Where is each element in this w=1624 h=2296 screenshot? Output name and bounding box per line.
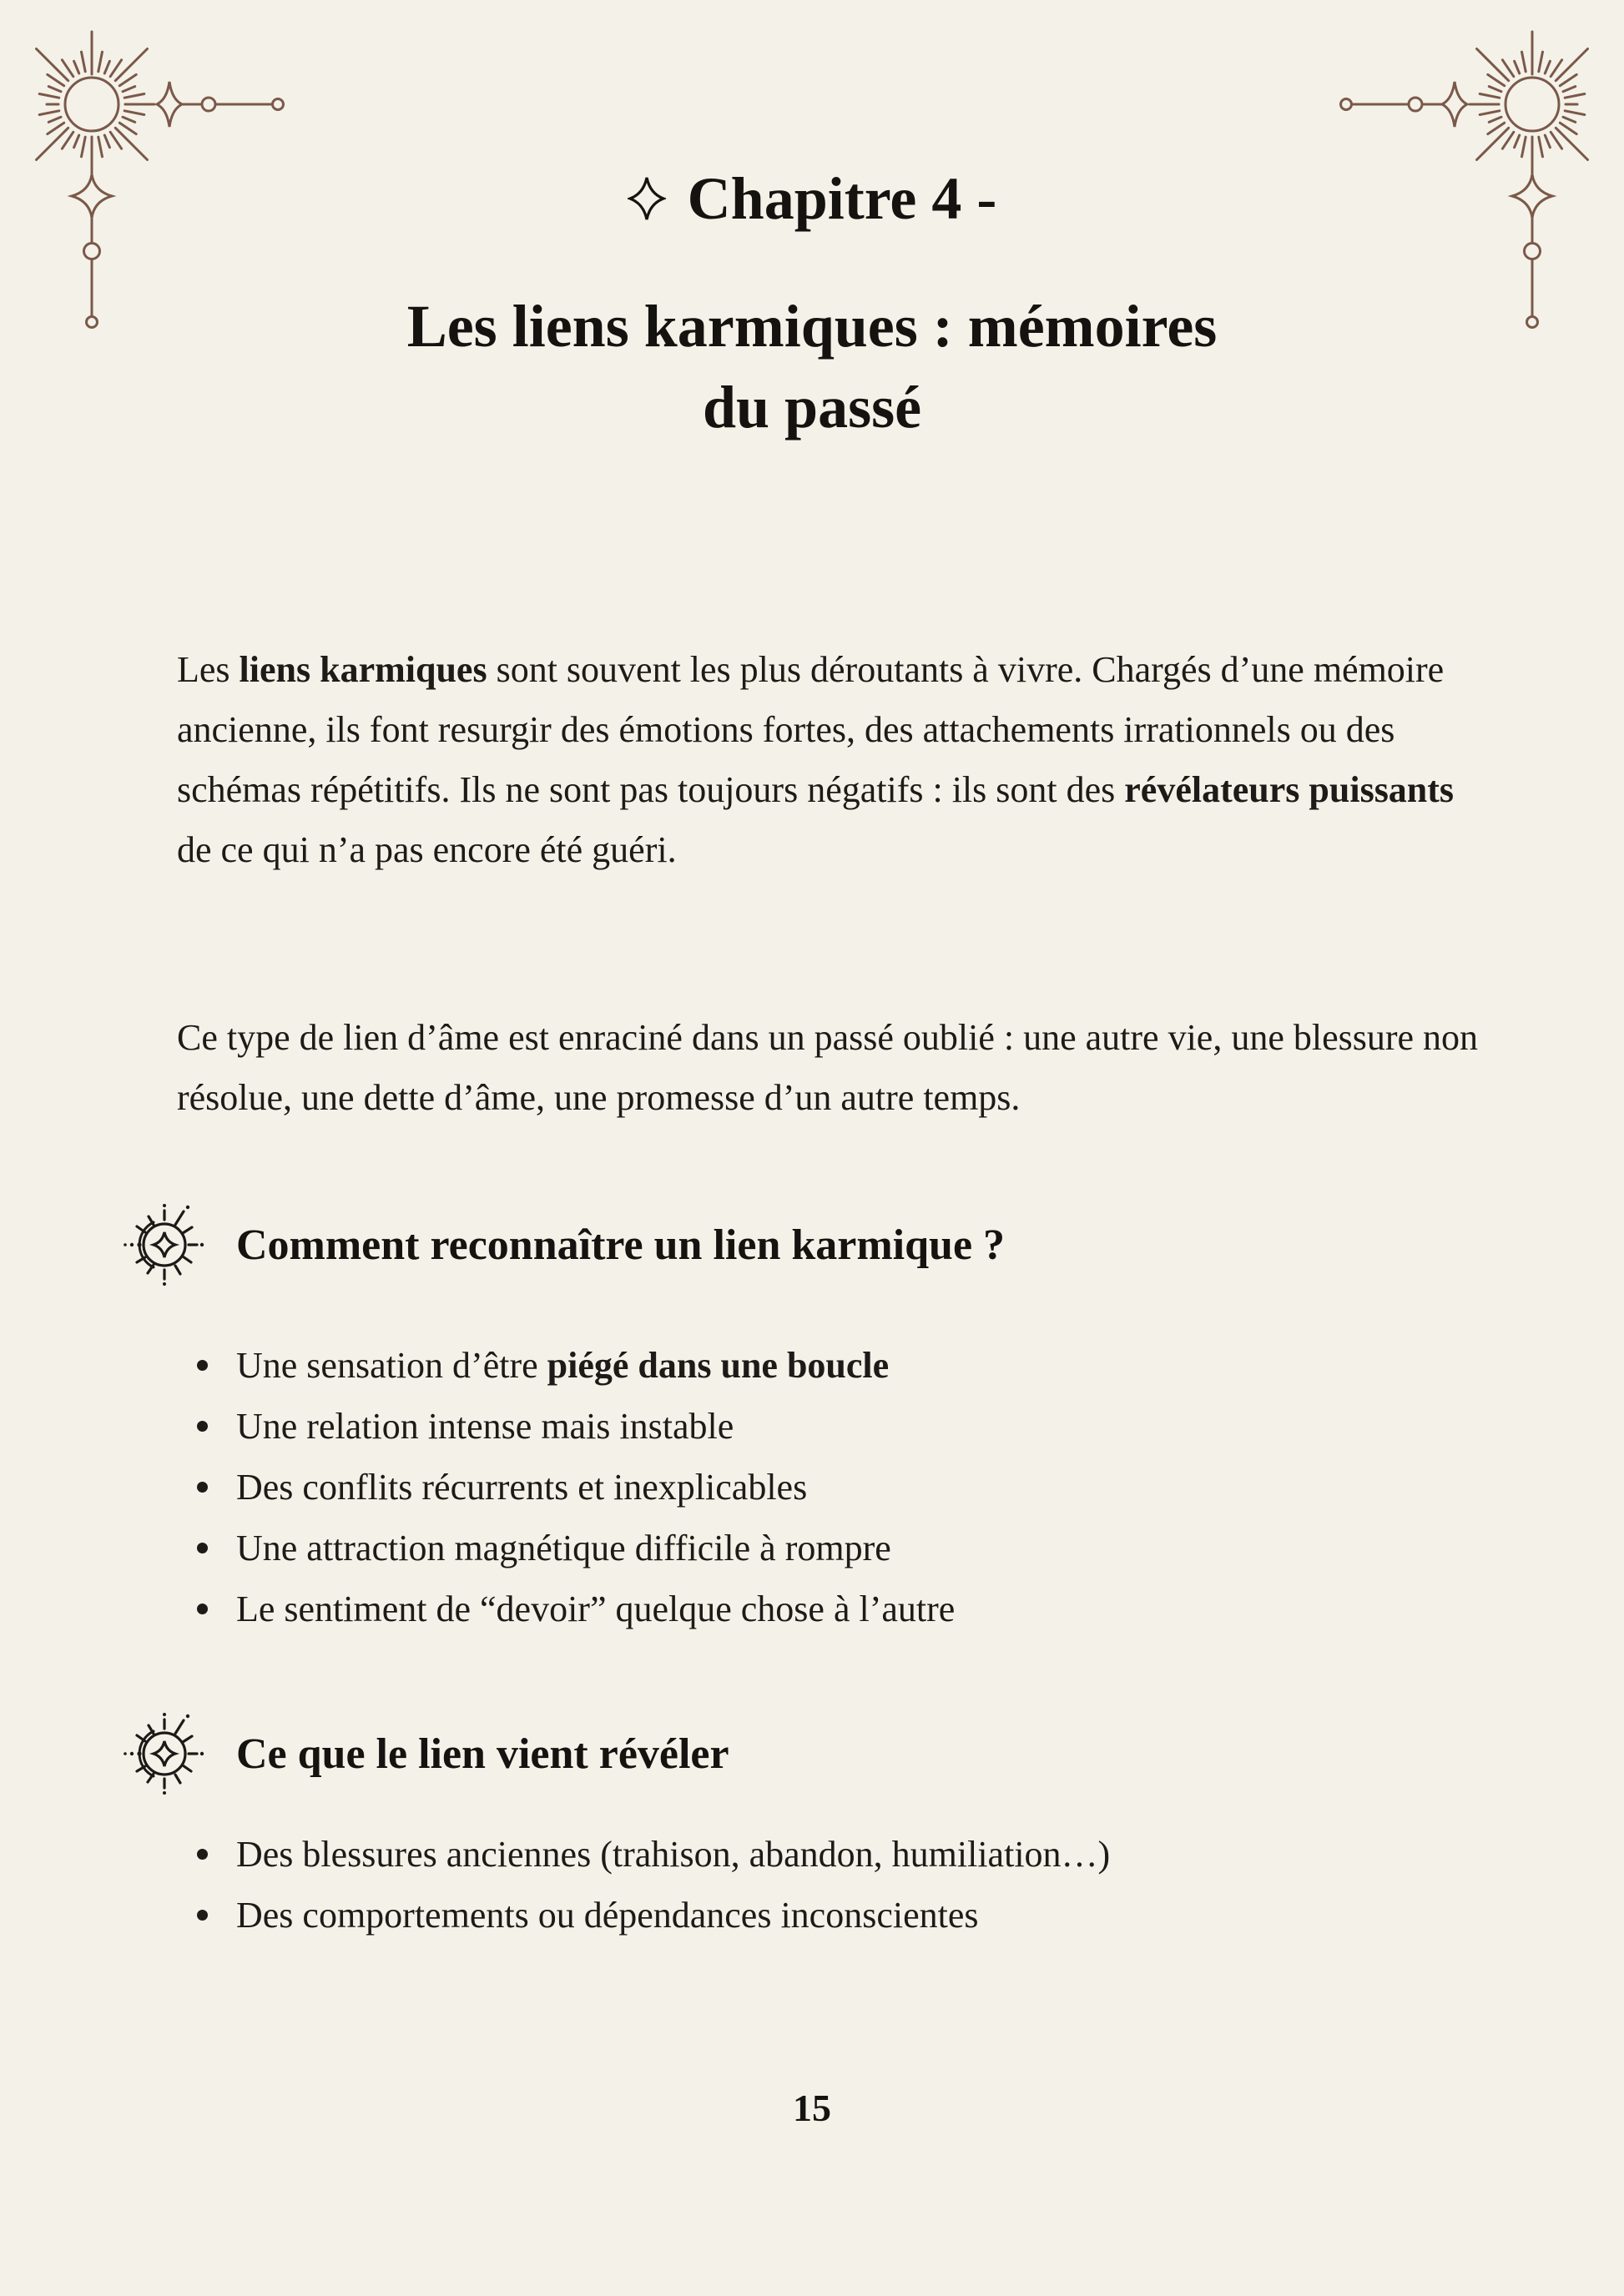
list-item (177, 1885, 1512, 1946)
karmic-signs-list (177, 1335, 1512, 1639)
list-item (177, 1518, 1512, 1578)
page-number: 15 (793, 2087, 831, 2129)
list-item-text: Des comportements ou dépendances inconscientes (236, 1895, 979, 1936)
list-item (177, 1396, 1512, 1457)
paragraph-intro: Les liens karmiques sont souvent les plus déroutants à vivre. Chargés d’une mémoire ancienne, ils font resurgir des émotions fortes, des attachements irrationnels ou des schémas répétitifs. Ils ne sont pas toujours négatifs : ils sont des révélateurs puissants de ce qui n’a pas encore été guéri. (177, 649, 1455, 870)
sun-burst-star-icon (119, 1710, 206, 1797)
chapter-kicker (0, 165, 1624, 232)
list-item (177, 1578, 1512, 1639)
list-item (177, 1457, 1512, 1518)
revelation-list (177, 1824, 1512, 1946)
chapter-title-line2: du passé (702, 374, 922, 441)
section-heading-text: Ce que le lien vient révéler (236, 1730, 729, 1778)
chapter-title-line1: Les liens karmiques : mémoires (406, 293, 1218, 360)
list-item-text: Des conflits récurrents et inexplicables (236, 1467, 808, 1508)
list-item (177, 1824, 1512, 1885)
chapter-kicker-text: Chapitre 4 - (687, 165, 997, 232)
list-item-text: Une attraction magnétique difficile à rompre (236, 1528, 891, 1568)
paragraph-origin: Ce type de lien d’âme est enraciné dans un passé oublié : une autre vie, une blessure non résolue, une dette d’âme, une promesse d’un autre temps. (177, 1017, 1479, 1118)
list-item (177, 1335, 1512, 1396)
list-item-text: Des blessures anciennes (trahison, abandon, humiliation…) (236, 1834, 1111, 1875)
four-point-star-icon (628, 175, 666, 222)
section-heading-reveler (119, 1704, 729, 1804)
sun-burst-star-icon (119, 1201, 206, 1288)
section-heading-text: Comment reconnaître un lien karmique ? (236, 1221, 1006, 1269)
list-item-text: Le sentiment de “devoir” quelque chose à l’autre (236, 1589, 956, 1629)
list-item-text: Une relation intense mais instable (236, 1406, 734, 1447)
list-item-text: Une sensation d’être piégé dans une boucle (236, 1345, 890, 1386)
section-heading-reconnaitre (119, 1195, 1005, 1295)
chapter-title (0, 286, 1624, 448)
